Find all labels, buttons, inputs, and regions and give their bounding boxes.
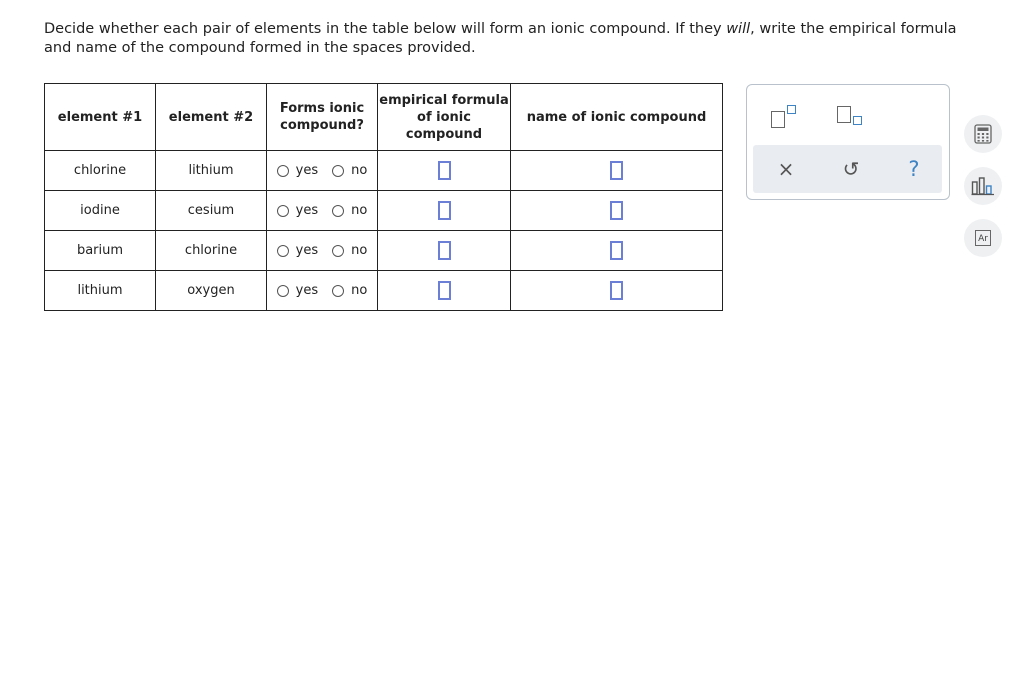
help-icon: ? [908,157,920,181]
yes-no-radio-group [267,203,377,218]
compound-name-input[interactable] [610,201,623,220]
template-row [747,97,949,137]
action-toolbar [753,145,942,193]
periodic-element-icon [975,230,991,246]
yes-no-radio-group [267,163,377,178]
yes-no-radio-group [267,243,377,258]
formula-cell [378,231,511,271]
prompt-emphasis: will [726,21,751,37]
ionic-compound-table [44,83,723,311]
compound-name-input[interactable] [610,161,623,180]
header-compound-name: name of ionic compound [511,84,723,151]
name-cell [511,191,723,231]
element-2-cell: chlorine [156,231,267,271]
formula-cell [378,191,511,231]
radio-no[interactable] [332,283,367,298]
radio-yes-label: yes [295,203,319,218]
periodic-element-symbol: Ar [978,234,988,244]
data-chart-button[interactable] [964,167,1002,205]
element-2-cell: oxygen [156,271,267,311]
radio-no-label: no [351,243,368,258]
yes-no-radio-group [267,283,377,298]
formula-input[interactable] [438,161,451,180]
forms-ionic-cell [267,231,378,271]
question-prompt [44,20,984,58]
radio-no-label: no [351,163,368,178]
formula-cell [378,151,511,191]
calculator-button[interactable] [964,115,1002,153]
radio-no[interactable] [332,243,367,258]
radio-yes-label: yes [295,163,319,178]
radio-circle-icon[interactable] [332,165,344,177]
radio-circle-icon[interactable] [277,245,289,257]
radio-circle-icon[interactable] [277,285,289,297]
radio-yes[interactable] [277,203,318,218]
formula-input[interactable] [438,281,451,300]
element-1-cell: lithium [45,271,156,311]
radio-circle-icon[interactable] [277,165,289,177]
radio-circle-icon[interactable] [332,285,344,297]
prompt-text-1: Decide whether each pair of elements in the table below will form an ionic compound. If they [44,21,727,37]
element-1-cell: barium [45,231,156,271]
prompt-text-2: , write the empirical formula and name of the compound formed in the spaces provided. [44,21,957,56]
superscript-box-icon [787,105,796,114]
bar-chart-icon [971,176,995,196]
subscript-template-button[interactable] [835,101,867,131]
element-1-cell: chlorine [45,151,156,191]
subscript-box-icon [853,116,862,125]
formula-input[interactable] [438,241,451,260]
radio-yes-label: yes [295,283,319,298]
forms-ionic-cell [267,271,378,311]
radio-circle-icon[interactable] [332,205,344,217]
radio-circle-icon[interactable] [332,245,344,257]
forms-ionic-cell [267,151,378,191]
name-cell [511,151,723,191]
answer-tool-palette [746,84,950,200]
close-icon: × [777,157,795,181]
compound-name-input[interactable] [610,241,623,260]
radio-no-label: no [351,203,368,218]
formula-input[interactable] [438,201,451,220]
header-forms-ionic: Forms ionic compound? [267,84,378,151]
radio-yes[interactable] [277,283,318,298]
clear-button[interactable] [771,154,801,184]
compound-name-input[interactable] [610,281,623,300]
undo-icon: ↺ [842,157,860,181]
formula-cell [378,271,511,311]
radio-circle-icon[interactable] [277,205,289,217]
undo-button[interactable] [836,154,866,184]
element-1-cell: iodine [45,191,156,231]
superscript-template-button[interactable] [769,101,801,131]
base-box-icon [771,111,785,128]
element-2-cell: lithium [156,151,267,191]
header-empirical-formula: empirical formula of ionic compound [378,84,511,151]
calculator-icon [974,124,992,144]
periodic-table-button[interactable] [964,219,1002,257]
radio-yes[interactable] [277,243,318,258]
radio-yes[interactable] [277,163,318,178]
radio-no[interactable] [332,203,367,218]
table-row [45,191,723,231]
forms-ionic-cell [267,191,378,231]
name-cell [511,231,723,271]
name-cell [511,271,723,311]
help-button[interactable] [899,154,929,184]
radio-yes-label: yes [295,243,319,258]
radio-no-label: no [351,283,368,298]
element-2-cell: cesium [156,191,267,231]
header-element-2: element #2 [156,84,267,151]
base-box-icon [837,106,851,123]
header-element-1: element #1 [45,84,156,151]
table-row [45,151,723,191]
table-row [45,271,723,311]
table-row [45,231,723,271]
table-header-row [45,84,723,151]
radio-no[interactable] [332,163,367,178]
